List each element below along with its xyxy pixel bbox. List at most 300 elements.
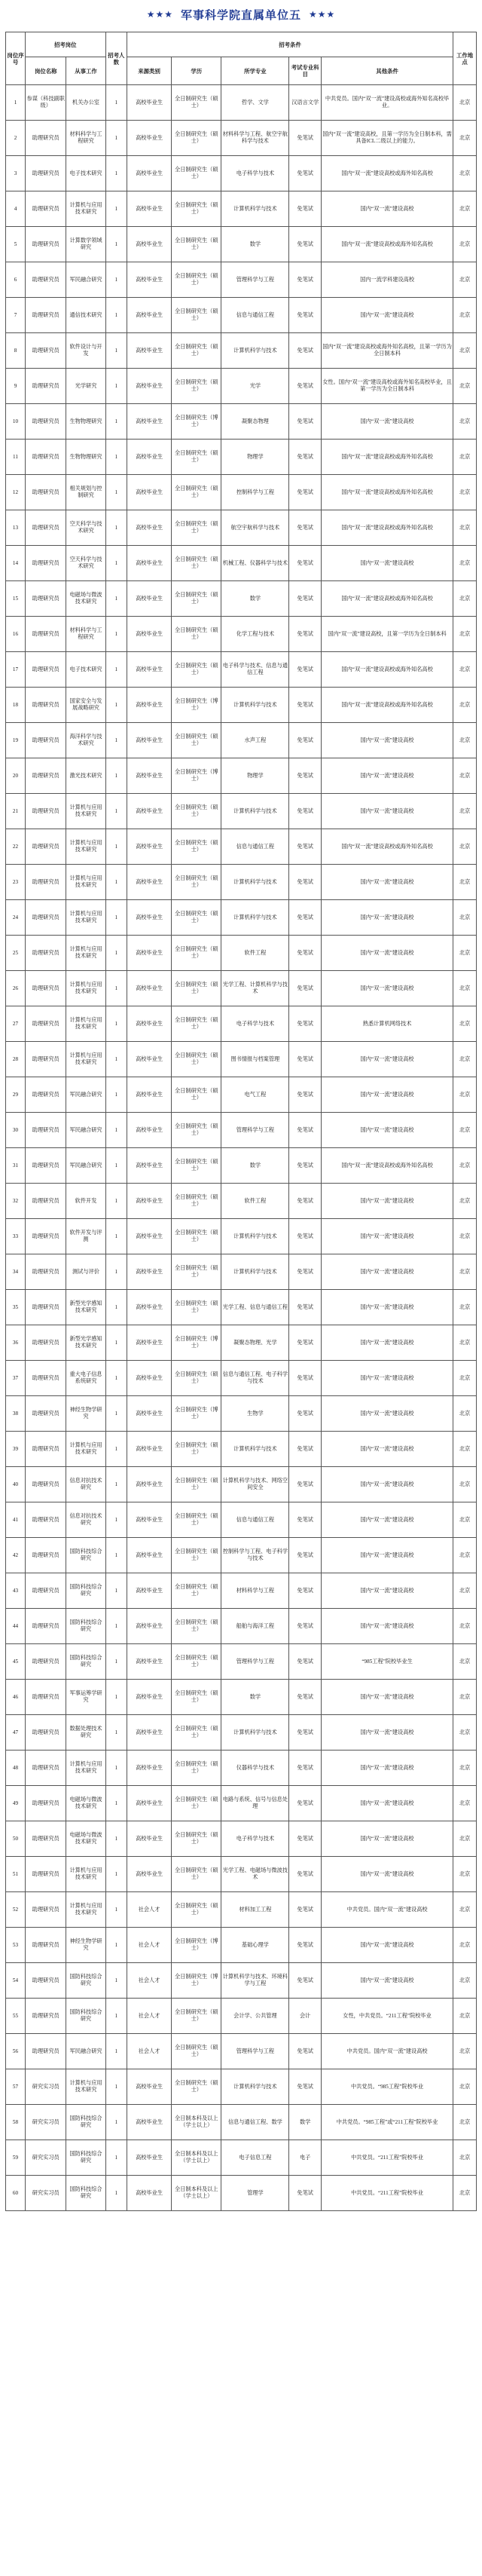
table-row (6, 1467, 477, 1502)
cell-education: 全日制研究生（硕士） (172, 121, 221, 156)
cell-location: 北京 (453, 1361, 477, 1396)
cell-source: 高校毕业生 (127, 191, 171, 227)
cell-seq: 59 (6, 2140, 26, 2176)
cell-major: 计算机科学与技术 (221, 191, 289, 227)
cell-count: 1 (105, 1857, 127, 1892)
cell-seq: 38 (6, 1396, 26, 1432)
cell-education: 全日制研究生（硕士） (172, 1857, 221, 1892)
table-row (6, 2176, 477, 2211)
cell-count: 1 (105, 1928, 127, 1963)
cell-location: 北京 (453, 1751, 477, 1786)
cell-source: 高校毕业生 (127, 758, 171, 794)
cell-dept: 助理研究员 (26, 298, 66, 333)
cell-work: 新型光学感知技术研究 (66, 1290, 105, 1325)
cell-location: 北京 (453, 510, 477, 546)
cell-count: 1 (105, 1786, 127, 1821)
cell-education: 全日制研究生（硕士） (172, 581, 221, 617)
cell-source: 高校毕业生 (127, 1644, 171, 1680)
cell-work: 神经生物学研究 (66, 1396, 105, 1432)
cell-other: 国内“双一流”建设高校 (321, 936, 453, 971)
table-row (6, 1928, 477, 1963)
cell-location: 北京 (453, 1680, 477, 1715)
cell-other: 国内“双一流”建设高校 (321, 1467, 453, 1502)
cell-work: 电磁场与微波技术研究 (66, 1786, 105, 1821)
cell-exam: 免笔试 (289, 1963, 322, 1999)
cell-major: 数学 (221, 581, 289, 617)
cell-education: 全日制研究生（硕士） (172, 85, 221, 121)
cell-education: 全日制研究生（博士） (172, 688, 221, 723)
cell-location: 北京 (453, 1963, 477, 1999)
cell-dept: 助理研究员 (26, 1254, 66, 1290)
header-work: 从事工作 (66, 57, 105, 85)
cell-location: 北京 (453, 191, 477, 227)
cell-source: 高校毕业生 (127, 900, 171, 936)
cell-other: 国内“双一流”建设高校 (321, 1042, 453, 1077)
cell-source: 高校毕业生 (127, 121, 171, 156)
cell-other: 国内“双一流”建设高校 (321, 1361, 453, 1396)
cell-work: 军民融合研究 (66, 2034, 105, 2069)
cell-location: 北京 (453, 652, 477, 688)
cell-source: 高校毕业生 (127, 1148, 171, 1184)
cell-major: 电子科学与技术 (221, 1821, 289, 1857)
cell-source: 高校毕业生 (127, 1396, 171, 1432)
cell-dept: 助理研究员 (26, 227, 66, 262)
cell-exam: 免笔试 (289, 1786, 322, 1821)
cell-seq: 10 (6, 404, 26, 440)
table-row (6, 1892, 477, 1928)
cell-location: 北京 (453, 865, 477, 900)
cell-major: 信息与通信工程、数学 (221, 2105, 289, 2140)
cell-source: 高校毕业生 (127, 85, 171, 121)
cell-major: 计算机科学与技术 (221, 1432, 289, 1467)
cell-seq: 7 (6, 298, 26, 333)
cell-other: 国内“双一流”建设高校 (321, 1290, 453, 1325)
table-row (6, 1432, 477, 1467)
cell-dept: 助理研究员 (26, 156, 66, 191)
cell-seq: 11 (6, 440, 26, 475)
cell-other: 国内“双一流”建设高校 (321, 191, 453, 227)
table-row (6, 333, 477, 369)
cell-exam: 免笔试 (289, 1325, 322, 1361)
cell-location: 北京 (453, 369, 477, 404)
cell-count: 1 (105, 475, 127, 510)
cell-source: 高校毕业生 (127, 1290, 171, 1325)
cell-education: 全日制研究生（硕士） (172, 617, 221, 652)
cell-source: 社会人才 (127, 1999, 171, 2034)
cell-count: 1 (105, 510, 127, 546)
cell-seq: 2 (6, 121, 26, 156)
cell-seq: 1 (6, 85, 26, 121)
cell-exam: 免笔试 (289, 510, 322, 546)
cell-count: 1 (105, 1219, 127, 1254)
cell-exam: 免笔试 (289, 1467, 322, 1502)
cell-seq: 45 (6, 1644, 26, 1680)
cell-source: 高校毕业生 (127, 617, 171, 652)
cell-dept: 助理研究员 (26, 191, 66, 227)
cell-seq: 49 (6, 1786, 26, 1821)
cell-exam: 免笔试 (289, 1432, 322, 1467)
cell-source: 社会人才 (127, 2034, 171, 2069)
cell-work: 海洋科学与技术研究 (66, 723, 105, 758)
cell-work: 神经生物学研究 (66, 1928, 105, 1963)
cell-location: 北京 (453, 262, 477, 298)
cell-education: 全日制研究生（硕士） (172, 1715, 221, 1751)
cell-dept: 研究实习员 (26, 2105, 66, 2140)
cell-major: 计算机科学与技术 (221, 688, 289, 723)
cell-count: 1 (105, 1963, 127, 1999)
cell-count: 1 (105, 369, 127, 404)
cell-work: 军民融合研究 (66, 1077, 105, 1113)
cell-major: 计算机科学与技术 (221, 1715, 289, 1751)
cell-major: 数学 (221, 1148, 289, 1184)
cell-other: 国内“双一流”建设高校 (321, 1573, 453, 1609)
cell-count: 1 (105, 1042, 127, 1077)
cell-dept: 助理研究员 (26, 1113, 66, 1148)
cell-dept: 助理研究员 (26, 1928, 66, 1963)
cell-major: 软件工程 (221, 936, 289, 971)
cell-other: 国内“双一流”建设高校或海外知名高校 (321, 1148, 453, 1184)
cell-seq: 13 (6, 510, 26, 546)
cell-education: 全日制研究生（硕士） (172, 1361, 221, 1396)
table-row (6, 1361, 477, 1396)
cell-seq: 20 (6, 758, 26, 794)
table-row (6, 652, 477, 688)
cell-seq: 28 (6, 1042, 26, 1077)
cell-work: 计算机与应用技术研究 (66, 865, 105, 900)
cell-source: 社会人才 (127, 1928, 171, 1963)
cell-dept: 助理研究员 (26, 1644, 66, 1680)
cell-education: 全日制本科及以上（学士以上） (172, 2105, 221, 2140)
cell-source: 高校毕业生 (127, 652, 171, 688)
cell-seq: 51 (6, 1857, 26, 1892)
cell-count: 1 (105, 1502, 127, 1538)
table-row (6, 971, 477, 1006)
cell-exam: 免笔试 (289, 794, 322, 829)
cell-count: 1 (105, 1254, 127, 1290)
cell-major: 会计学、公共管理 (221, 1999, 289, 2034)
table-row (6, 1715, 477, 1751)
cell-education: 全日制研究生（硕士） (172, 475, 221, 510)
cell-exam: 免笔试 (289, 758, 322, 794)
cell-other: 中共党员。国内“双一流”建设高校 (321, 2034, 453, 2069)
cell-dept: 助理研究员 (26, 404, 66, 440)
cell-dept: 助理研究员 (26, 936, 66, 971)
cell-work: 计算机与应用技术研究 (66, 1042, 105, 1077)
cell-count: 1 (105, 617, 127, 652)
cell-education: 全日制研究生（硕士） (172, 1219, 221, 1254)
cell-major: 船舶与海洋工程 (221, 1609, 289, 1644)
cell-seq: 33 (6, 1219, 26, 1254)
cell-count: 1 (105, 1325, 127, 1361)
table-row (6, 1644, 477, 1680)
cell-other: 国内“双一流”建设高校或海外知名高校 (321, 227, 453, 262)
cell-dept: 研究实习员 (26, 2069, 66, 2105)
cell-education: 全日制研究生（硕士） (172, 652, 221, 688)
cell-exam: 免笔试 (289, 900, 322, 936)
table-row (6, 581, 477, 617)
cell-location: 北京 (453, 900, 477, 936)
cell-source: 高校毕业生 (127, 333, 171, 369)
cell-major: 计算机科学与技术、网络空间安全 (221, 1467, 289, 1502)
cell-major: 计算机科学与技术 (221, 1254, 289, 1290)
cell-exam: 免笔试 (289, 1290, 322, 1325)
cell-count: 1 (105, 723, 127, 758)
cell-location: 北京 (453, 475, 477, 510)
cell-other: 国内“双一流”建设高校 (321, 298, 453, 333)
cell-major: 生物学 (221, 1396, 289, 1432)
cell-dept: 助理研究员 (26, 1573, 66, 1609)
cell-seq: 8 (6, 333, 26, 369)
cell-location: 北京 (453, 2034, 477, 2069)
cell-exam: 免笔试 (289, 227, 322, 262)
cell-count: 1 (105, 1290, 127, 1325)
cell-exam: 免笔试 (289, 121, 322, 156)
cell-count: 1 (105, 1892, 127, 1928)
cell-education: 全日制研究生（博士） (172, 404, 221, 440)
cell-source: 高校毕业生 (127, 794, 171, 829)
cell-seq: 31 (6, 1148, 26, 1184)
cell-dept: 助理研究员 (26, 440, 66, 475)
cell-dept: 助理研究员 (26, 1148, 66, 1184)
cell-seq: 35 (6, 1290, 26, 1325)
cell-education: 全日制研究生（博士） (172, 1928, 221, 1963)
cell-source: 高校毕业生 (127, 1254, 171, 1290)
cell-work: 国防科技综合研究 (66, 1963, 105, 1999)
cell-dept: 助理研究员 (26, 1467, 66, 1502)
cell-source: 高校毕业生 (127, 510, 171, 546)
cell-work: 光学研究 (66, 369, 105, 404)
cell-other: 国内“双一流”建设高校 (321, 1325, 453, 1361)
cell-education: 全日制研究生（硕士） (172, 936, 221, 971)
cell-education: 全日制研究生（硕士） (172, 2069, 221, 2105)
cell-seq: 52 (6, 1892, 26, 1928)
table-row (6, 1857, 477, 1892)
cell-major: 管理学 (221, 2176, 289, 2211)
cell-location: 北京 (453, 1538, 477, 1573)
cell-count: 1 (105, 1821, 127, 1857)
cell-source: 社会人才 (127, 1963, 171, 1999)
cell-major: 电气工程 (221, 1077, 289, 1113)
cell-source: 高校毕业生 (127, 1432, 171, 1467)
table-row (6, 865, 477, 900)
cell-other: 中共党员。“211工程”院校毕业 (321, 2140, 453, 2176)
cell-work: 重大电子信息系统研究 (66, 1361, 105, 1396)
cell-seq: 42 (6, 1538, 26, 1573)
cell-dept: 助理研究员 (26, 1325, 66, 1361)
cell-location: 北京 (453, 1396, 477, 1432)
cell-location: 北京 (453, 1892, 477, 1928)
cell-exam: 免笔试 (289, 440, 322, 475)
cell-source: 高校毕业生 (127, 1573, 171, 1609)
cell-other: 国内“双一流”建设高校 (321, 1680, 453, 1715)
table-row (6, 1396, 477, 1432)
cell-exam: 免笔试 (289, 191, 322, 227)
cell-education: 全日制研究生（硕士） (172, 298, 221, 333)
header-exam: 考试专业科目 (289, 57, 322, 85)
cell-source: 高校毕业生 (127, 1361, 171, 1396)
cell-exam: 免笔试 (289, 1184, 322, 1219)
cell-other: 国内“双一流”建设高校 (321, 1184, 453, 1219)
cell-source: 高校毕业生 (127, 1006, 171, 1042)
cell-major: 控制科学与工程、电子科学与技术 (221, 1538, 289, 1573)
cell-seq: 24 (6, 900, 26, 936)
table-row (6, 1325, 477, 1361)
cell-seq: 3 (6, 156, 26, 191)
cell-other: 国内“双一流”建设高校 (321, 1396, 453, 1432)
cell-major: 计算机科学与技术 (221, 794, 289, 829)
cell-dept: 助理研究员 (26, 262, 66, 298)
table-row (6, 2069, 477, 2105)
cell-major: 材料加工工程 (221, 1892, 289, 1928)
cell-source: 高校毕业生 (127, 1219, 171, 1254)
cell-dept: 助理研究员 (26, 581, 66, 617)
cell-location: 北京 (453, 2176, 477, 2211)
cell-other: 中共党员。国内“双一流”建设高校 (321, 1892, 453, 1928)
cell-work: 计算机与应用技术研究 (66, 1432, 105, 1467)
cell-dept: 助理研究员 (26, 1999, 66, 2034)
header-source: 来源类别 (127, 57, 171, 85)
cell-other: 国内“双一流”建设高校或海外知名高校 (321, 581, 453, 617)
cell-other: 熟悉计算机网络技术 (321, 1006, 453, 1042)
cell-dept: 助理研究员 (26, 1609, 66, 1644)
cell-other: 国内“双一流”建设高校或海外知名高校 (321, 652, 453, 688)
cell-seq: 4 (6, 191, 26, 227)
cell-major: 计算机科学与技术 (221, 333, 289, 369)
cell-other: 国内“双一流”建设高校 (321, 1502, 453, 1538)
cell-dept: 助理研究员 (26, 900, 66, 936)
cell-exam: 免笔试 (289, 1751, 322, 1786)
table-row (6, 1821, 477, 1857)
table-row (6, 1751, 477, 1786)
cell-count: 1 (105, 227, 127, 262)
cell-count: 1 (105, 1113, 127, 1148)
cell-count: 1 (105, 581, 127, 617)
table-row (6, 1148, 477, 1184)
cell-education: 全日制研究生（硕士） (172, 440, 221, 475)
cell-location: 北京 (453, 1999, 477, 2034)
cell-seq: 37 (6, 1361, 26, 1396)
cell-exam: 免笔试 (289, 369, 322, 404)
cell-major: 仪器科学与技术 (221, 1751, 289, 1786)
cell-seq: 26 (6, 971, 26, 1006)
cell-work: 相关规划与控制研究 (66, 475, 105, 510)
cell-location: 北京 (453, 227, 477, 262)
cell-dept: 助理研究员 (26, 865, 66, 900)
header-position-group: 招考岗位 (26, 32, 106, 57)
cell-count: 1 (105, 1680, 127, 1715)
cell-source: 高校毕业生 (127, 298, 171, 333)
cell-education: 全日制研究生（硕士） (172, 794, 221, 829)
cell-seq: 30 (6, 1113, 26, 1148)
cell-count: 1 (105, 758, 127, 794)
cell-exam: 电子 (289, 2140, 322, 2176)
cell-education: 全日制研究生（硕士） (172, 1467, 221, 1502)
cell-education: 全日制研究生（硕士） (172, 829, 221, 865)
cell-dept: 助理研究员 (26, 1290, 66, 1325)
cell-source: 高校毕业生 (127, 2069, 171, 2105)
table-row (6, 404, 477, 440)
cell-dept: 助理研究员 (26, 475, 66, 510)
cell-count: 1 (105, 1467, 127, 1502)
cell-count: 1 (105, 262, 127, 298)
cell-education: 全日制研究生（硕士） (172, 1999, 221, 2034)
table-row (6, 723, 477, 758)
cell-count: 1 (105, 1609, 127, 1644)
table-row (6, 1999, 477, 2034)
cell-seq: 34 (6, 1254, 26, 1290)
cell-work: 军事运筹学研究 (66, 1680, 105, 1715)
cell-source: 高校毕业生 (127, 829, 171, 865)
cell-dept: 助理研究员 (26, 1786, 66, 1821)
cell-major: 材料科学与工程 (221, 1573, 289, 1609)
cell-education: 全日制研究生（硕士） (172, 1077, 221, 1113)
cell-other: 国内“双一流”建设高校 (321, 1609, 453, 1644)
cell-education: 全日制研究生（硕士） (172, 227, 221, 262)
cell-education: 全日制研究生（博士） (172, 1963, 221, 1999)
cell-dept: 助理研究员 (26, 1821, 66, 1857)
cell-major: 电子科学与技术 (221, 1006, 289, 1042)
cell-exam: 免笔试 (289, 156, 322, 191)
cell-education: 全日制研究生（硕士） (172, 369, 221, 404)
cell-source: 高校毕业生 (127, 2105, 171, 2140)
cell-seq: 53 (6, 1928, 26, 1963)
cell-work: 软件开发 (66, 1184, 105, 1219)
header-conditions-group: 招考条件 (127, 32, 453, 57)
cell-major: 信息与通信工程 (221, 298, 289, 333)
cell-major: 电子科学与技术、信息与通信工程 (221, 652, 289, 688)
cell-major: 化学工程与技术 (221, 617, 289, 652)
cell-source: 高校毕业生 (127, 227, 171, 262)
cell-count: 1 (105, 156, 127, 191)
cell-source: 高校毕业生 (127, 971, 171, 1006)
cell-source: 高校毕业生 (127, 1113, 171, 1148)
cell-exam: 免笔试 (289, 1538, 322, 1573)
cell-major: 控制科学与工程 (221, 475, 289, 510)
cell-education: 全日制研究生（硕士） (172, 262, 221, 298)
cell-seq: 9 (6, 369, 26, 404)
cell-major: 材料科学与工程、航空宇航科学与技术 (221, 121, 289, 156)
cell-exam: 免笔试 (289, 1715, 322, 1751)
cell-seq: 15 (6, 581, 26, 617)
cell-exam: 汉语言文学 (289, 85, 322, 121)
cell-education: 全日制研究生（硕士） (172, 510, 221, 546)
header-other: 其他条件 (321, 57, 453, 85)
table-row (6, 936, 477, 971)
cell-source: 高校毕业生 (127, 581, 171, 617)
cell-major: 凝聚态物理、光学 (221, 1325, 289, 1361)
header-education: 学历 (172, 57, 221, 85)
cell-work: 计算机与应用技术研究 (66, 1892, 105, 1928)
cell-count: 1 (105, 191, 127, 227)
cell-seq: 40 (6, 1467, 26, 1502)
table-row (6, 1077, 477, 1113)
table-row (6, 1113, 477, 1148)
table-row (6, 298, 477, 333)
cell-exam: 免笔试 (289, 546, 322, 581)
table-row (6, 1573, 477, 1609)
cell-major: 计算机科学与技术 (221, 900, 289, 936)
cell-work: 国防科技综合研究 (66, 1573, 105, 1609)
table-row (6, 475, 477, 510)
cell-count: 1 (105, 1006, 127, 1042)
cell-work: 数据处理技术研究 (66, 1715, 105, 1751)
cell-other: 国内“双一流”建设高校 (321, 1751, 453, 1786)
table-row (6, 1254, 477, 1290)
cell-dept: 助理研究员 (26, 1502, 66, 1538)
cell-other: 国内一流学科建设高校 (321, 262, 453, 298)
cell-education: 全日制研究生（博士） (172, 1396, 221, 1432)
cell-source: 高校毕业生 (127, 865, 171, 900)
